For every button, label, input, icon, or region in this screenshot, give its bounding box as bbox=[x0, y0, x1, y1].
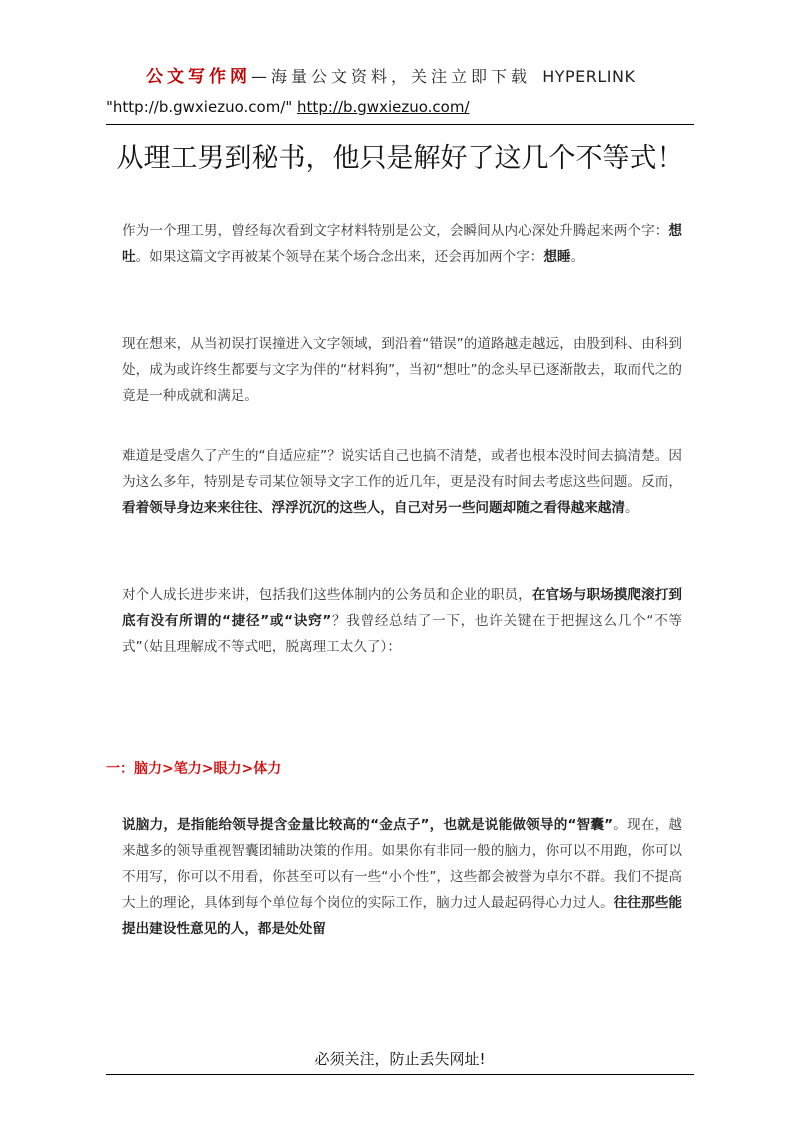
article-title: 从理工男到秘书，他只是解好了这几个不等式！ bbox=[116, 143, 684, 174]
paragraph-1 bbox=[122, 218, 682, 270]
p5-text: 。现在，越来越多的领导重视智囊团辅助决策的作用。如果你有非同一般的脑力，你可以不用跑，你可以不用写，你可以不用看，你甚至可以有一些“小个性”，这些都会被誉为卓尔不群。我们不提高大上的理论，具体到每个单位每个岗位的实际工作，脑力过人最起码得心力过人。 bbox=[122, 817, 683, 911]
brand-name: 公文写作网 bbox=[146, 67, 251, 87]
paragraph-3 bbox=[122, 443, 682, 521]
paragraph-5 bbox=[122, 812, 682, 942]
p1-text-b: 。如果这篇文字再被某个领导在某个场合念出来，还会再加两个字： bbox=[135, 249, 544, 265]
section-heading-1: 一：脑力>笔力>眼力>体力 bbox=[106, 761, 282, 777]
p4-text-b: ？我曾经总结了一下，也许关键在于把握这么几个“不等式”（姑且理解成不等式吧，脱离理工太久了）： bbox=[122, 613, 682, 655]
header-url-quoted: "http://b.gwxiezuo.com/" bbox=[106, 98, 293, 116]
header-url-line bbox=[106, 98, 470, 116]
p3-text-b: 。 bbox=[624, 500, 639, 516]
header-tagline: 海量公文资料，关注立即下载 bbox=[271, 67, 532, 86]
p1-bold-a: 想吐 bbox=[122, 223, 682, 265]
p3-text-a: 难道是受虐久了产生的“自适应症”？说实话自己也搞不清楚，或者也根本没时间去搞清楚。因为这么多年，特别是专司某位领导文字工作的近几年，更是没有时间去考虑这些问题。反而， bbox=[122, 448, 682, 490]
paragraph-4 bbox=[122, 582, 682, 660]
footer-note: 必须关注，防止丢失网址! bbox=[314, 1050, 486, 1068]
footer-divider bbox=[106, 1074, 694, 1075]
header-divider bbox=[106, 124, 694, 125]
p3-bold: 看着领导身边来来往往、浮浮沉沉的这些人，自己对另一些问题却随之看得越来越清 bbox=[122, 500, 625, 516]
header-line bbox=[146, 62, 706, 87]
p5-bold-b: 往往那些能提出建设性意见的人，都是处处留 bbox=[122, 895, 682, 937]
paragraph-2: 现在想来，从当初误打误撞进入文字领域，到沿着“错误”的道路越走越远，由股到科、由科到处，成为或许终生都要与文字为伴的“材料狗”，当初“想吐”的念头早已逐渐散去，取而代之的竟是一种成就和满足。 bbox=[122, 336, 682, 404]
header-url-link[interactable]: http://b.gwxiezuo.com/ bbox=[297, 98, 470, 116]
p1-bold-b: 想睡 bbox=[543, 249, 571, 265]
p1-text-a: 作为一个理工男，曾经每次看到文字材料特别是公文，会瞬间从内心深处升腾起来两个字： bbox=[122, 223, 669, 239]
hyperlink-field-code: HYPERLINK bbox=[542, 67, 636, 86]
p1-text-c: 。 bbox=[570, 249, 585, 265]
p4-text-a: 对个人成长进步来讲，包括我们这些体制内的公务员和企业的职员， bbox=[122, 587, 532, 603]
header-dash: — bbox=[251, 67, 271, 86]
p5-bold-a: 说脑力，是指能给领导提含金量比较高的“金点子”，也就是说能做领导的“智囊” bbox=[122, 817, 614, 833]
p4-bold: 在官场与职场摸爬滚打到底有没有所谓的“捷径”或“诀窍” bbox=[122, 587, 683, 629]
